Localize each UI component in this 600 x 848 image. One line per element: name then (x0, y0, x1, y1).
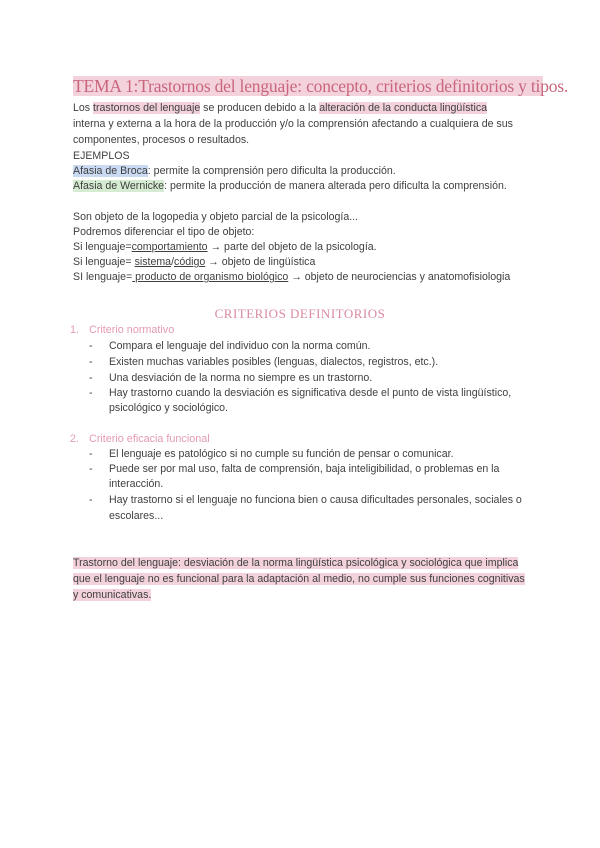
section-heading: CRITERIOS DEFINITORIOS (214, 306, 386, 321)
list-item (89, 447, 454, 461)
underline-producto: producto de organismo biológico (132, 271, 289, 283)
page-title (73, 76, 569, 96)
list-item-text: Puede ser por mal uso, falta de comprensión, baja inteligibilidad, o problemas en la (109, 463, 500, 475)
broca-term: Afasia de Broca (73, 165, 148, 177)
criterio-label: Criterio normativo (89, 324, 175, 336)
underline-comportamiento: comportamiento (131, 241, 208, 253)
underline-sistema: sistema (134, 256, 172, 268)
definition-box (73, 555, 531, 603)
intro-line-2: interna y externa a la hora de la producción y/o la comprensión afectando a cualquiera de sus (73, 118, 513, 130)
list-item (89, 386, 512, 400)
objeto-text: / (171, 256, 175, 268)
list-item (89, 339, 371, 353)
objeto-text: → parte del objeto de la psicología. (207, 241, 377, 253)
intro-line-3: componentes, procesos o resultados. (73, 134, 250, 146)
objeto-text: Si lenguaje= (73, 256, 135, 268)
list-item-text: Hay trastorno cuando la desviación es significativa desde el punto de vista lingüístico, (109, 387, 512, 399)
list-item-text: escolares... (109, 510, 164, 522)
bullet-dash: - (89, 494, 93, 506)
example-wernicke (73, 179, 507, 193)
objeto-text: → objeto de neurociencias y anatomofisiologia (288, 271, 511, 283)
objeto-line-1: Son objeto de la logopedia y objeto parcial de la psicología... (73, 211, 359, 223)
bullet-dash: - (89, 356, 93, 368)
bullet-dash: - (89, 387, 93, 399)
list-item (89, 371, 373, 385)
bullet-dash: - (89, 448, 93, 460)
list-item-text: Hay trastorno si el lenguaje no funciona bien o causa dificultades personales, sociales o (109, 494, 522, 506)
list-number: 1. (70, 324, 80, 336)
wernicke-term: Afasia de Wernicke (73, 180, 165, 192)
list-item (89, 355, 439, 369)
list-item-text: Una desviación de la norma no siempre es un trastorno. (109, 372, 373, 384)
objeto-text: Si lenguaje= (73, 241, 132, 253)
bullet-dash: - (89, 463, 93, 475)
page-title-text: TEMA 1:Trastornos del lenguaje: concepto, criterios definitorios y tipos. (73, 76, 569, 96)
example-broca (73, 164, 396, 178)
broca-desc: : permite la comprensión pero dificulta la producción. (147, 165, 396, 177)
highlight-trastornos: trastornos del lenguaje (93, 102, 201, 114)
underline-codigo: código (174, 256, 206, 268)
list-item (89, 493, 522, 507)
objeto-text: → objeto de lingüística (205, 256, 316, 268)
list-item (89, 462, 500, 476)
intro-text: Los (73, 102, 94, 114)
definition-text: Trastorno del lenguaje: desviación de la norma lingüística psicológica y sociológica que implica que el lenguaje no es funcional para la adaptación al medio, no cumple sus funciones cognitivas y comunicativas. (73, 557, 525, 601)
highlight-alteracion: alteración de la conducta lingüística (319, 102, 488, 114)
criterio-1-heading (70, 323, 174, 337)
criterio-label: Criterio eficacia funcional (89, 433, 210, 445)
objeto-line-2: Podremos diferenciar el tipo de objeto: (73, 226, 255, 238)
objeto-text: SI lenguaje= (73, 271, 133, 283)
bullet-dash: - (89, 340, 93, 352)
wernicke-desc: : permite la producción de manera alterada pero dificulta la comprensión. (164, 180, 507, 192)
intro-line-1 (73, 101, 487, 115)
list-item-text: Existen muchas variables posibles (lenguas, dialectos, registros, etc.). (109, 356, 439, 368)
bullet-dash: - (89, 372, 93, 384)
list-item-text: interacción. (109, 478, 164, 490)
list-item-text: El lenguaje es patológico si no cumple su función de pensar o comunicar. (109, 448, 454, 460)
ejemplos-heading: EJEMPLOS (73, 150, 130, 162)
list-item-text: Compara el lenguaje del individuo con la norma común. (109, 340, 371, 352)
objeto-line-3 (73, 240, 377, 254)
list-number: 2. (70, 433, 80, 445)
list-item-text: psicológico y sociológico. (109, 402, 228, 414)
criterio-2-heading (70, 432, 210, 446)
intro-text: se producen debido a la (200, 102, 320, 114)
objeto-line-5 (73, 270, 510, 284)
objeto-line-4 (73, 255, 315, 269)
